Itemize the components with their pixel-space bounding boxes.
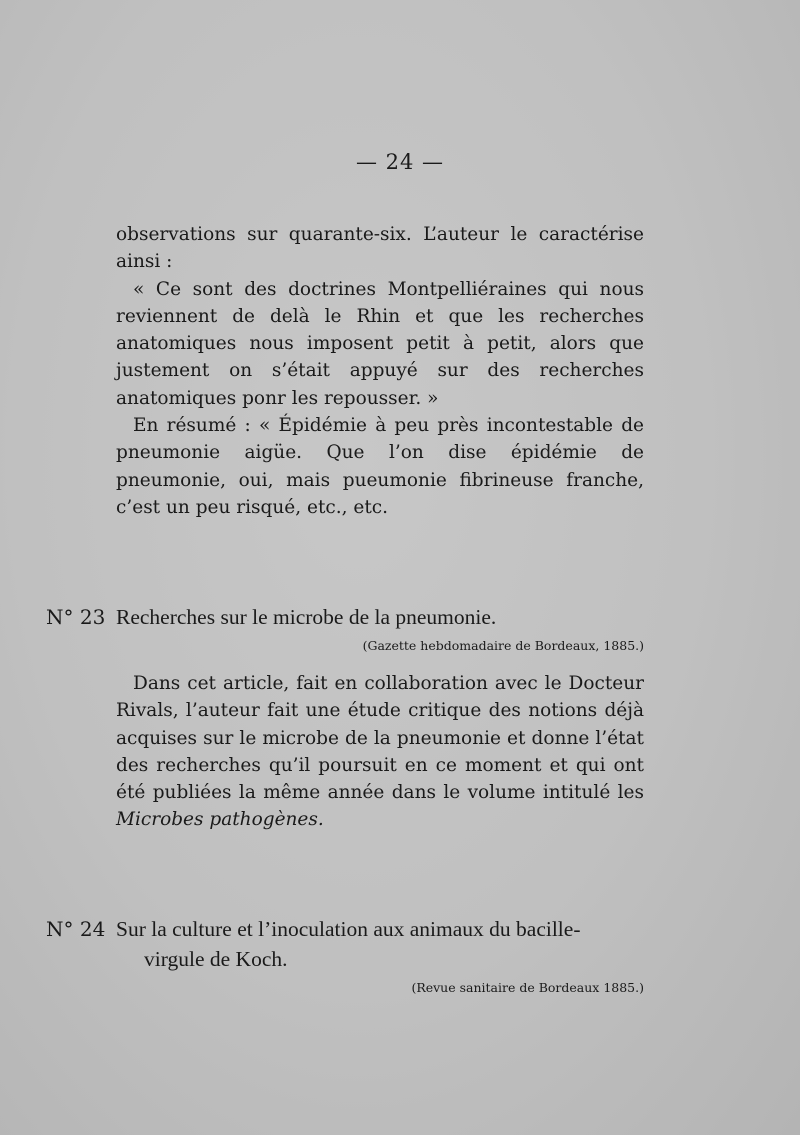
entry-23-title: Recherches sur le microbe de la pneumonie.	[116, 605, 497, 629]
entry-23-source: (Gazette hebdomadaire de Bordeaux, 1885.)	[362, 638, 644, 653]
entry-23-body-italic: Microbes pathogènes.	[116, 809, 324, 831]
entry-24-title-line-2: virgule de Koch.	[144, 947, 288, 971]
intro-paragraph-2: « Ce sont des doctrines Montpelliéraines qui nous reviennent de delà le Rhin et que les recherches anatomiques nous imposent petit à petit, alors que justement on s’était appuyé sur des recherches anatomiques ponr les repousser. »	[116, 278, 644, 409]
entry-23-body-text: Dans cet article, fait en collaboration avec le Docteur Rivals, l’auteur fait une étude critique des notions déjà acquises sur le microbe de la pneumonie et donne l’état des recherches qu’il poursuit en ce moment et qui ont été publiées la même année dans le volume intitulé les	[116, 673, 644, 804]
entry-23-number: N° 23	[46, 605, 106, 629]
entry-23-paragraph	[116, 670, 644, 834]
entry-24-title-line-1: Sur la culture et l’inoculation aux animaux du bacille-	[116, 917, 581, 941]
intro-text	[116, 221, 644, 521]
intro-paragraph-3: En résumé : « Épidémie à peu près incontestable de pneumonie aigüe. Que l’on dise épidémie de pneumonie, oui, mais pueumonie fibrineuse franche, c’est un peu risqué, etc., etc.	[116, 415, 644, 518]
entry-24-number: N° 24	[46, 917, 106, 941]
intro-paragraph-1: observations sur quarante-six. L’auteur le caractérise ainsi :	[116, 224, 644, 273]
page-number: — 24 —	[355, 150, 445, 174]
entry-24-title	[116, 914, 646, 974]
entry-24-source: (Revue sanitaire de Bordeaux 1885.)	[411, 980, 644, 995]
entry-23-body	[116, 670, 644, 834]
